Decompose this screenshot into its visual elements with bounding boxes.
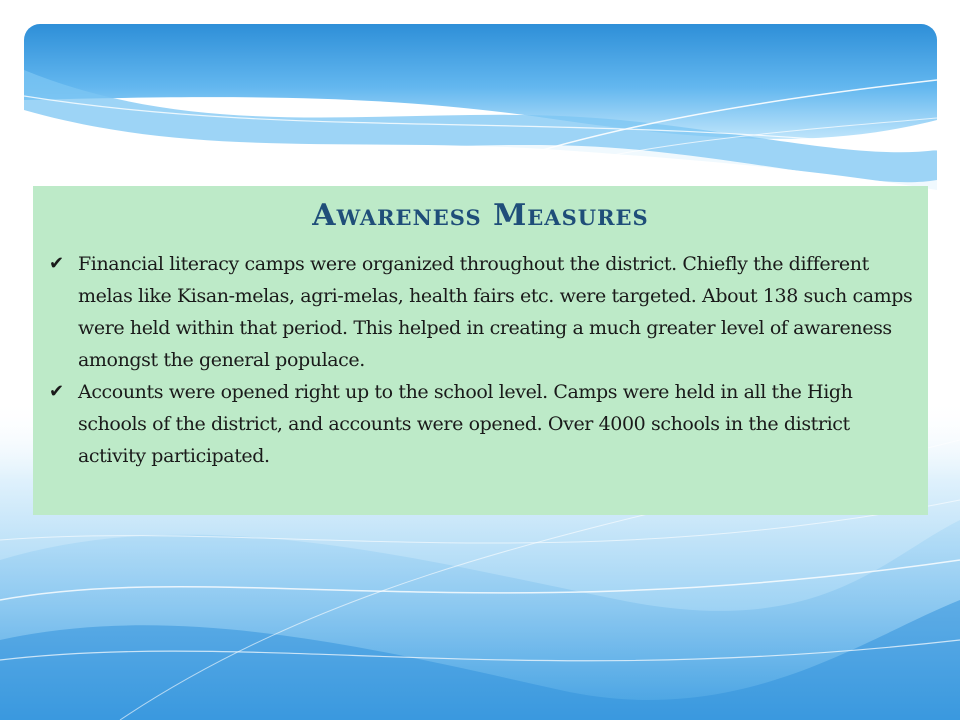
slide-title: Awareness Measures xyxy=(312,198,649,233)
check-icon: ✔ xyxy=(49,253,64,274)
bullet-list xyxy=(47,248,914,472)
bullet-text: Accounts were opened right up to the school level. Camps were held in all the High schools of the district, and accounts were opened. Over 4000 schools in the district activity participated. xyxy=(78,381,853,467)
bullet-text: Financial literacy camps were organized throughout the district. Chiefly the different melas like Kisan-melas, agri-melas, health fairs etc. were targeted. About 138 such camps were held within that period. This helped in creating a much greater level of awareness amongst the general populace. xyxy=(78,253,913,371)
check-icon: ✔ xyxy=(49,381,64,402)
bullet-item xyxy=(47,376,914,472)
bullet-item xyxy=(47,248,914,376)
content-box xyxy=(33,186,928,515)
